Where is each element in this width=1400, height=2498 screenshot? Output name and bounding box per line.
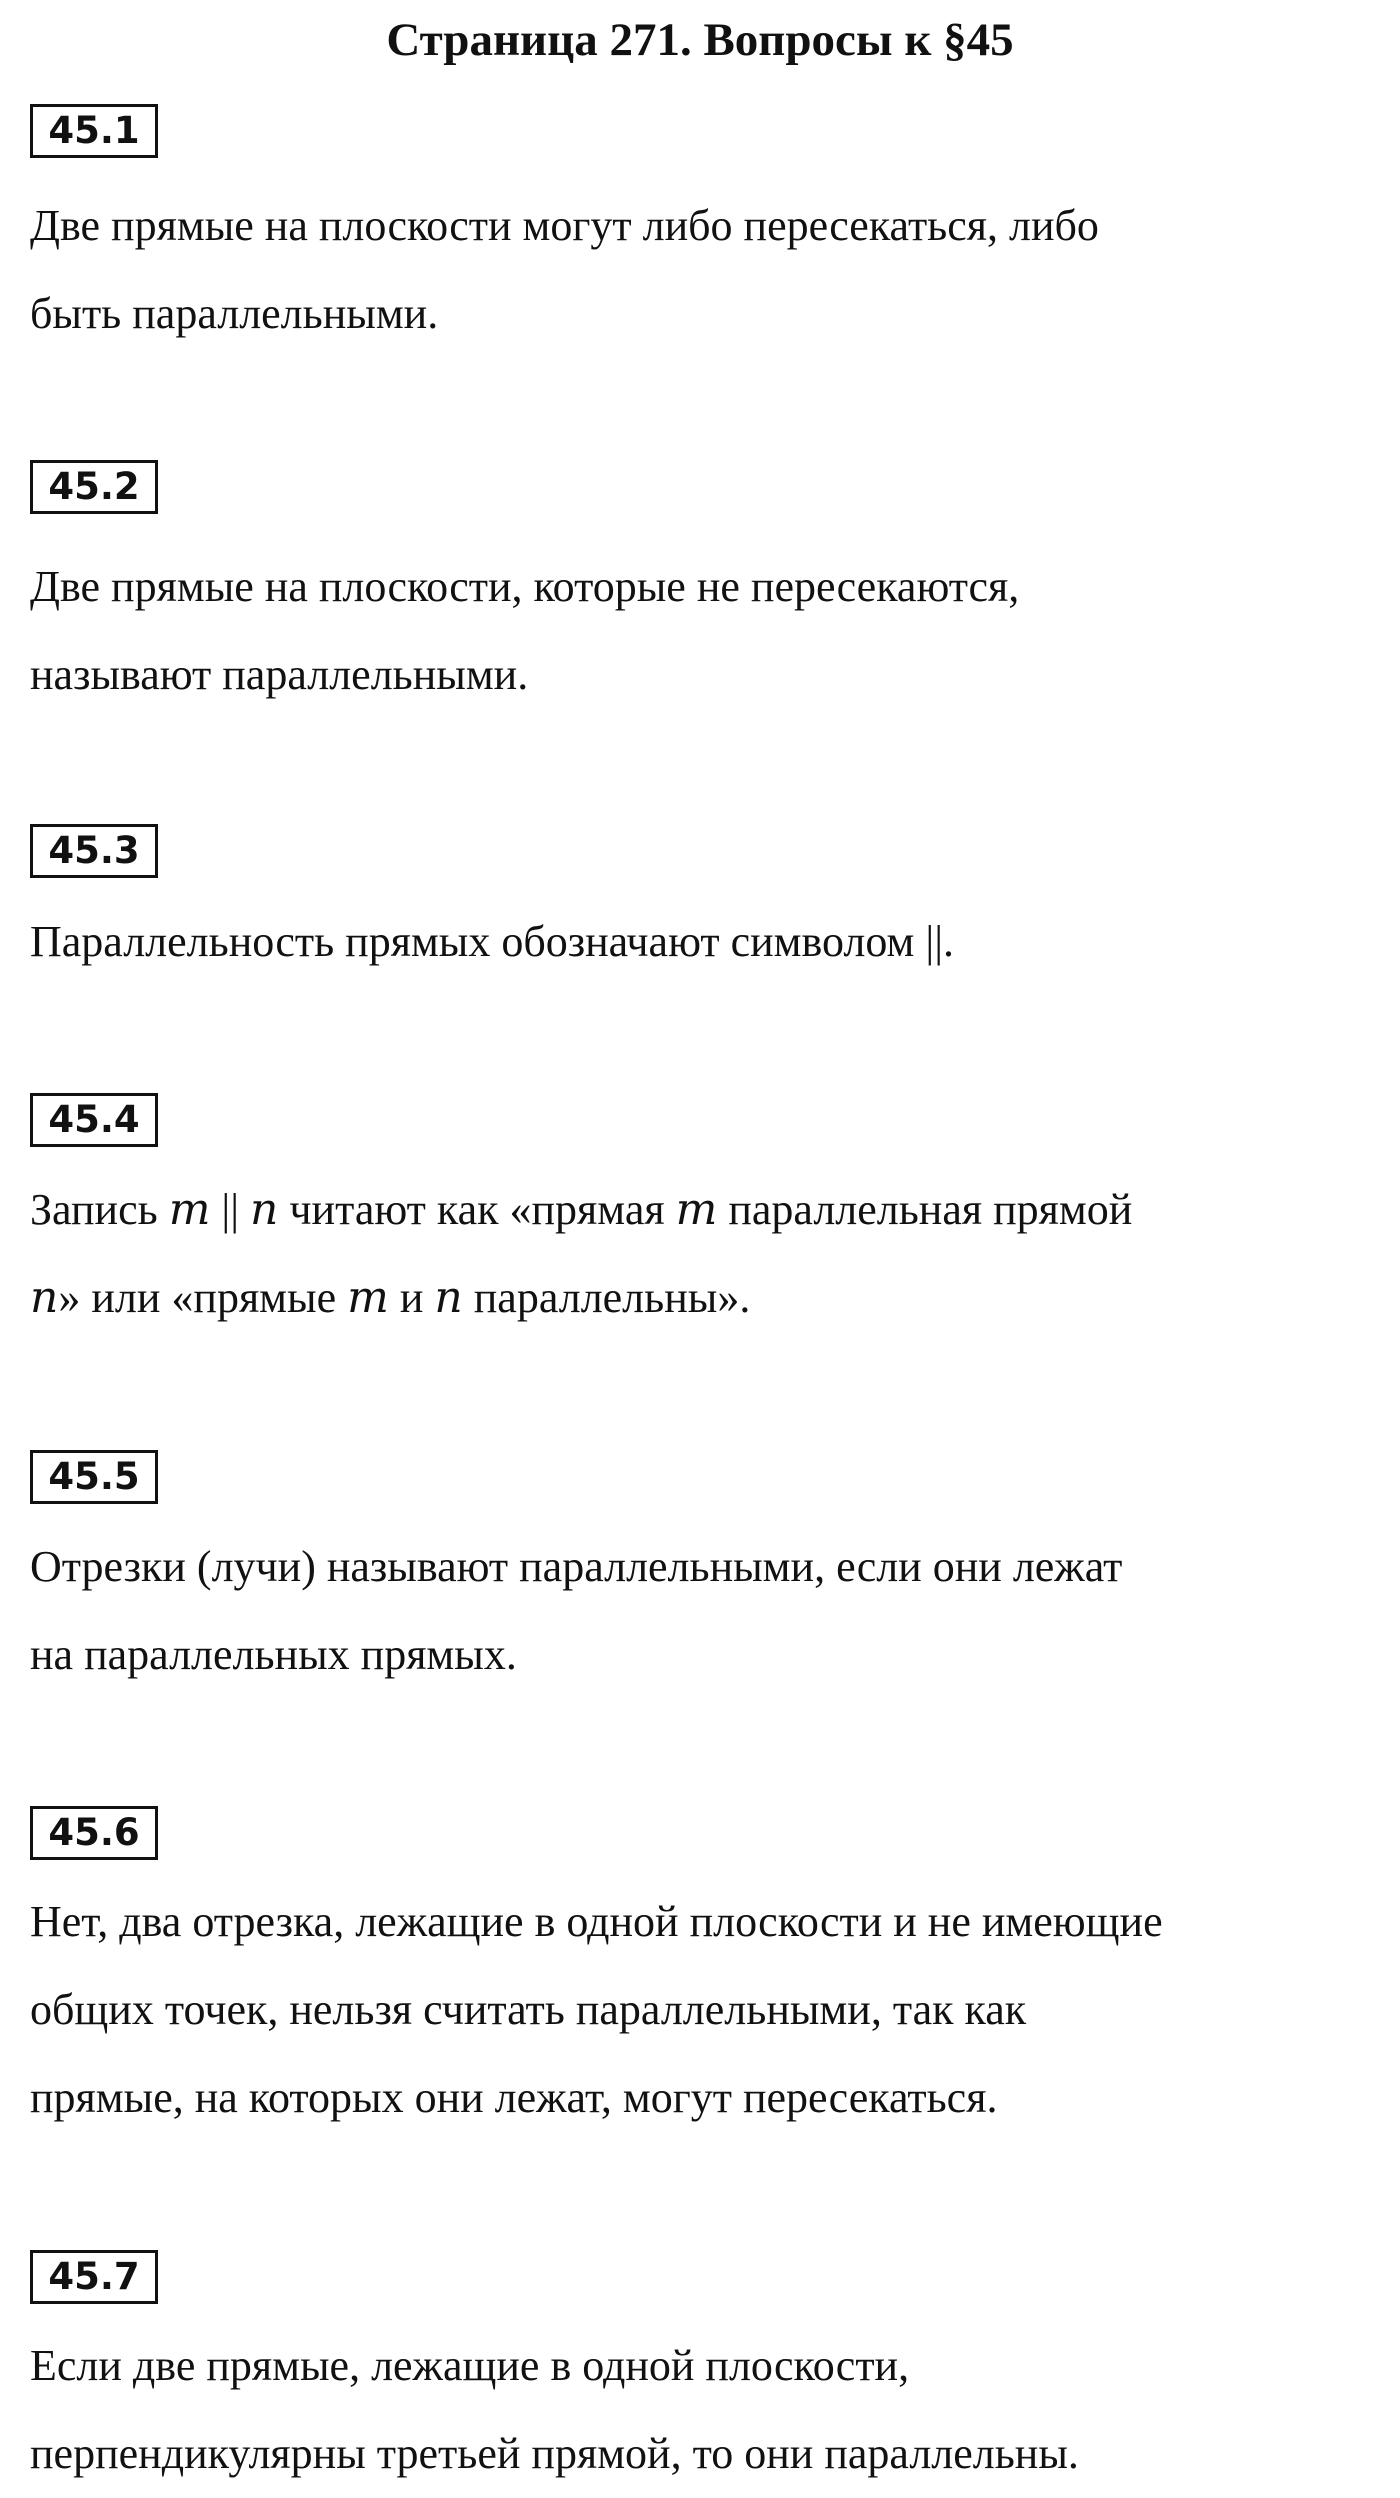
section-number-box: 45.4 xyxy=(30,1093,158,1147)
answer-paragraph xyxy=(30,182,1360,358)
text-line: называют параллельными. xyxy=(30,650,529,699)
math-variable-m: m xyxy=(168,1184,211,1235)
page-title: Страница 271. Вопросы к §45 xyxy=(386,14,1014,66)
text-span: Запись xyxy=(30,1185,169,1234)
answer-paragraph xyxy=(30,543,1360,719)
text-span: » или «прямые xyxy=(58,1273,348,1322)
text-line: на параллельных прямых. xyxy=(30,1630,517,1679)
text-line: общих точек, нельзя считать параллельными, так как xyxy=(30,1985,1027,2034)
math-variable-m: m xyxy=(675,1184,718,1235)
math-variable-n: n xyxy=(434,1272,463,1323)
math-variable-m: m xyxy=(347,1272,389,1323)
section-number-box: 45.1 xyxy=(30,104,158,158)
section-number-box: 45.3 xyxy=(30,824,158,878)
text-line: Параллельность прямых обозначают символом ||. xyxy=(30,917,954,966)
answer-paragraph xyxy=(30,898,1360,986)
text-span: читают как «прямая xyxy=(278,1185,676,1234)
math-variable-n: n xyxy=(250,1184,279,1235)
text-line: Нет, два отрезка, лежащие в одной плоскости и не имеющие xyxy=(30,1897,1163,1946)
text-line: Две прямые на плоскости, которые не пересекаются, xyxy=(30,562,1020,611)
section-number-box: 45.2 xyxy=(30,460,158,514)
text-span: и xyxy=(388,1273,435,1322)
answer-paragraph xyxy=(30,1878,1360,2142)
text-line: быть параллельными. xyxy=(30,289,439,338)
math-variable-n: n xyxy=(30,1272,59,1323)
text-line: Отрезки (лучи) называют параллельными, если они лежат xyxy=(30,1542,1123,1591)
text-line xyxy=(30,1166,1360,1254)
answer-paragraph xyxy=(30,2322,1360,2498)
section-number-box: 45.5 xyxy=(30,1450,158,1504)
text-span: параллельная прямой xyxy=(717,1185,1133,1234)
answer-paragraph xyxy=(30,1523,1360,1699)
text-span: || xyxy=(210,1185,251,1234)
text-line: прямые, на которых они лежат, могут пересекаться. xyxy=(30,2073,998,2122)
text-line xyxy=(30,1254,1360,1342)
text-span: параллельны». xyxy=(462,1273,751,1322)
text-line: перпендикулярны третьей прямой, то они параллельны. xyxy=(30,2429,1079,2478)
section-number-box: 45.7 xyxy=(30,2250,158,2304)
section-number-box: 45.6 xyxy=(30,1806,158,1860)
text-line: Если две прямые, лежащие в одной плоскости, xyxy=(30,2341,910,2390)
text-line: Две прямые на плоскости могут либо пересекаться, либо xyxy=(30,201,1099,250)
answer-paragraph xyxy=(30,1166,1360,1342)
